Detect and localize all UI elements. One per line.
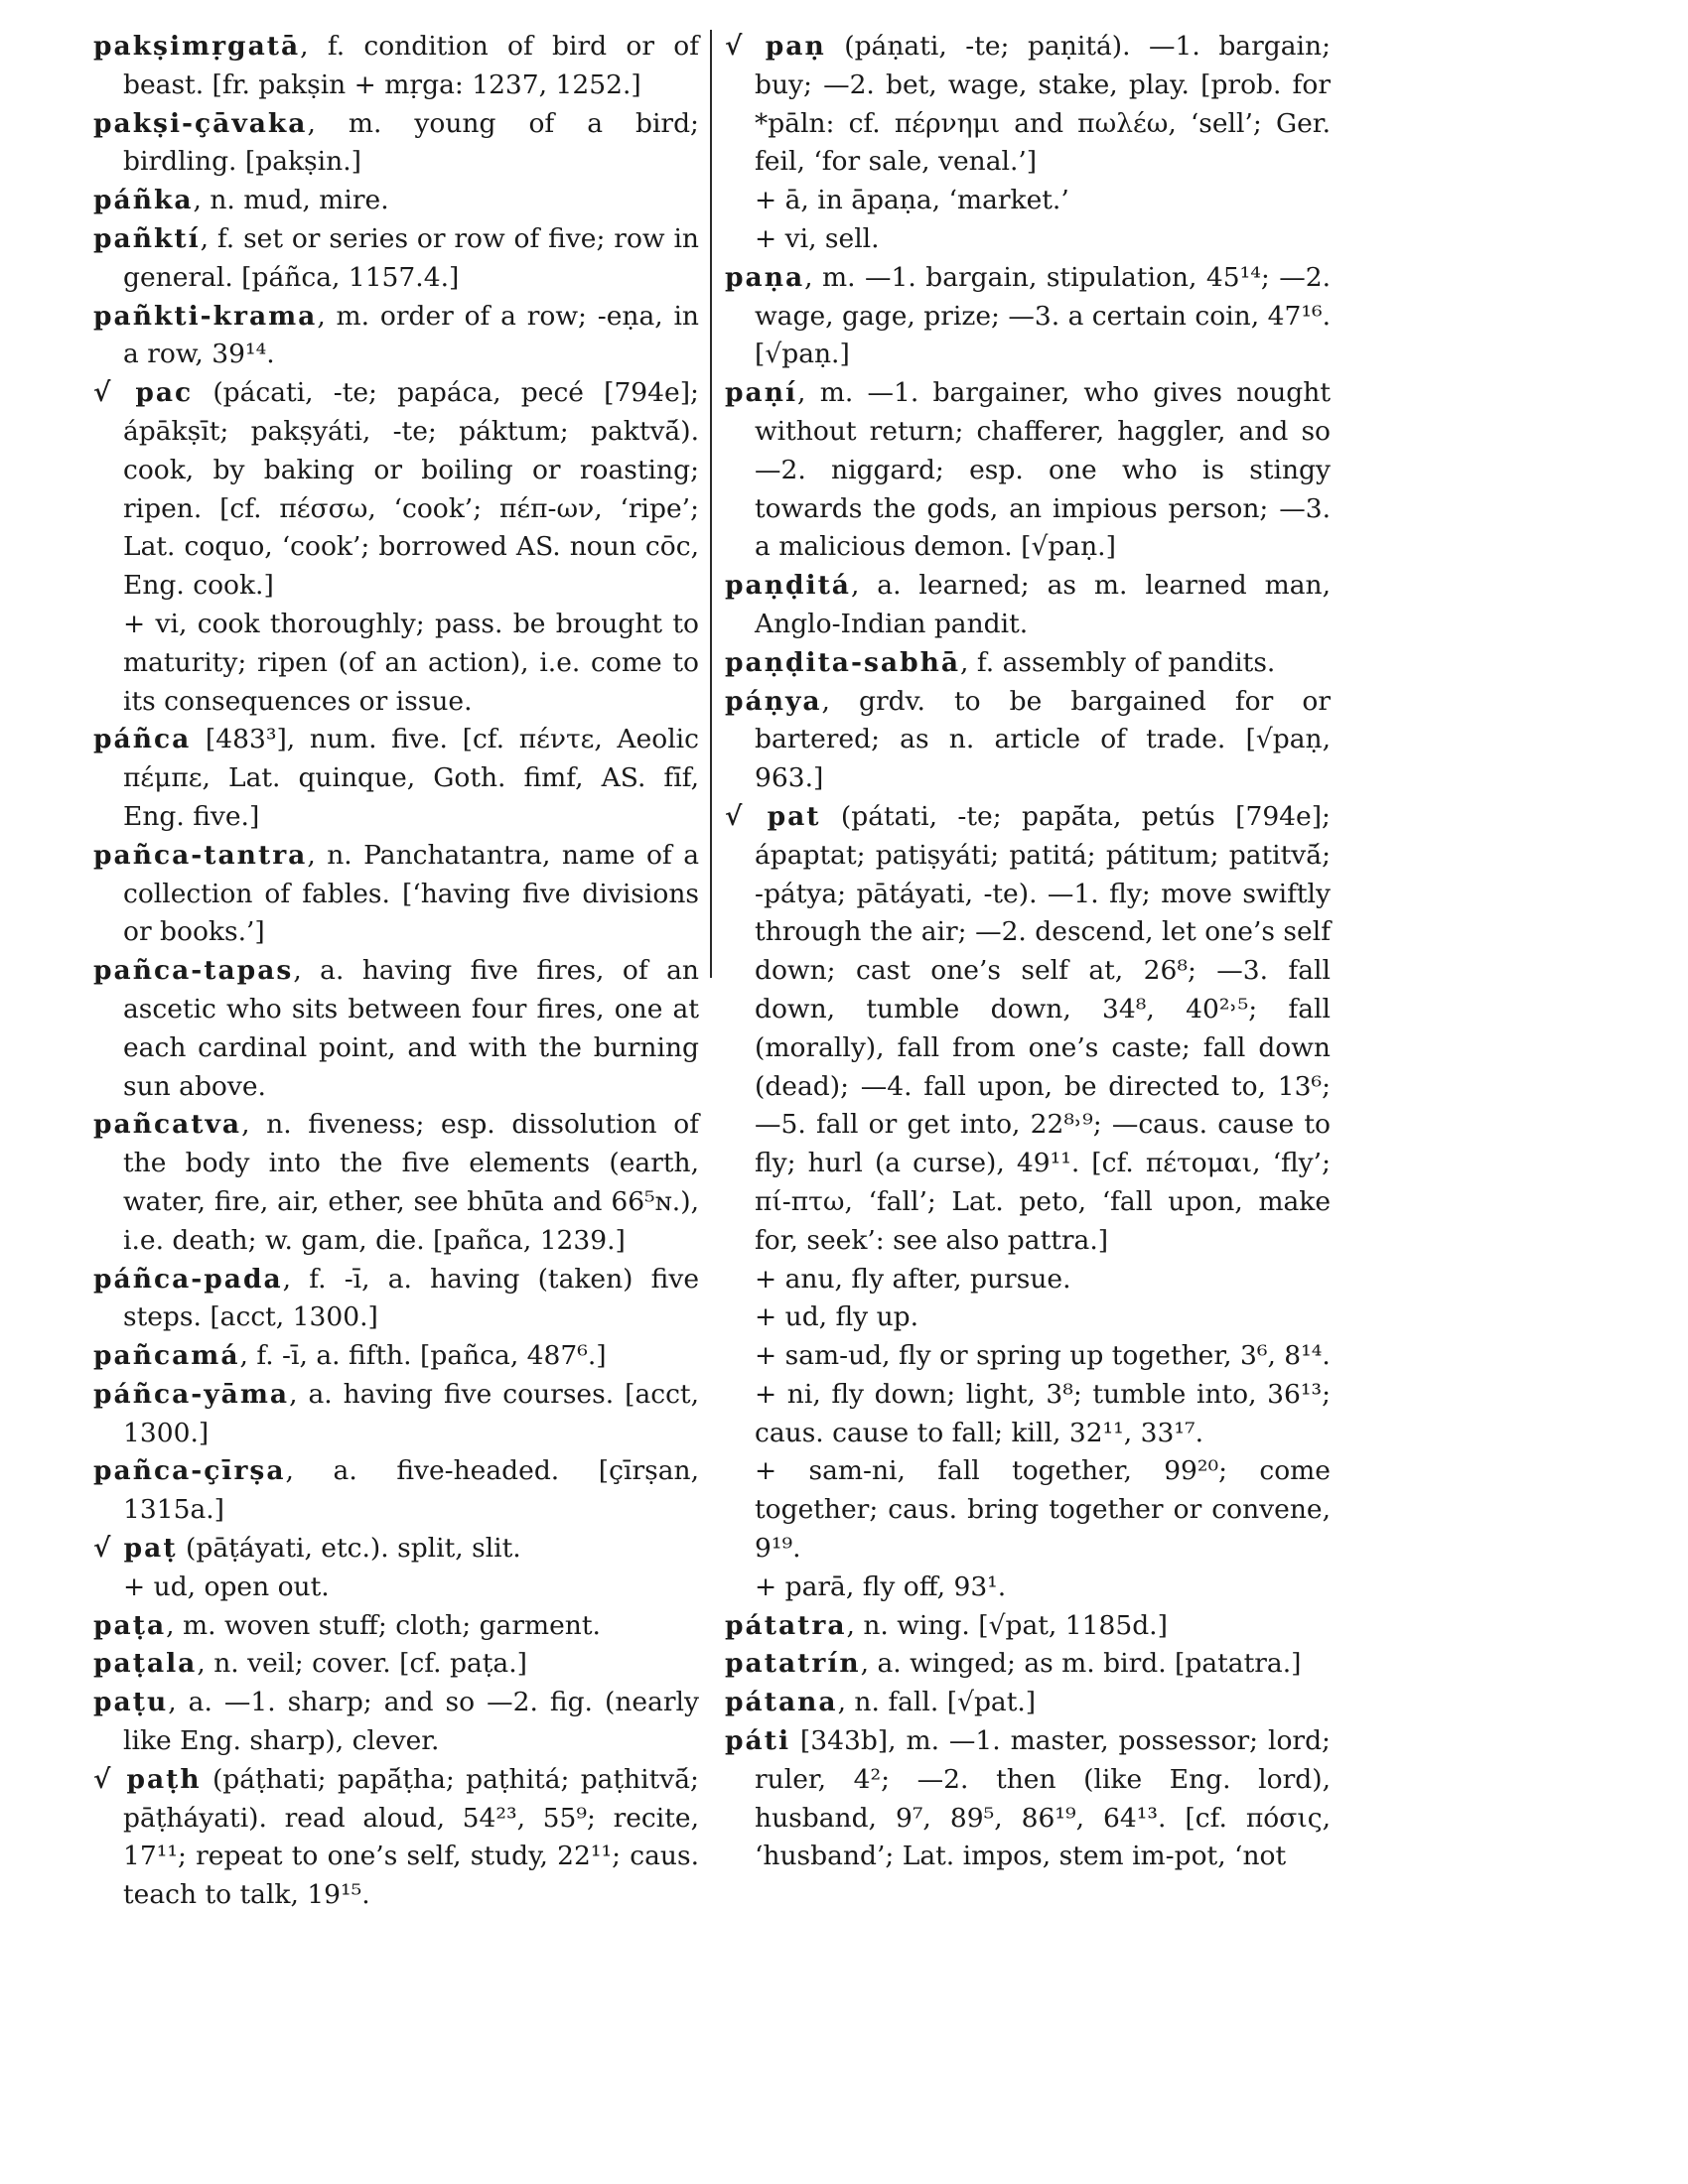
headword: paṇḍita-sabhā [725,646,961,678]
compound-subentry: + ni, fly down; light, 3⁸; tumble into, 36¹³; caus. cause to fall; kill, 32¹¹, 33¹⁷. [755,1378,1331,1448]
compound-subentry: + ud, fly up. [755,1301,919,1333]
definition-text: , m. order of a row; -eṇa, in a row, 39¹⁴. [123,300,699,370]
headword: pakṣi-çāvaka [93,107,308,139]
headword: patatrín [725,1648,861,1680]
dictionary-entry [725,1607,1331,1646]
left-column [93,28,699,1915]
headword: páñca-pada [93,1263,283,1295]
headword: √ paṇ [725,31,826,62]
right-column [725,28,1331,1876]
dictionary-entry [93,1761,699,1915]
dictionary-entry [93,28,699,105]
headword: pañcamá [93,1340,240,1372]
headword: paṭala [93,1648,198,1680]
definition-text: (páṇati, -te; paṇitá). —1. bargain; buy; —2. bet, wage, stake, play. [prob. for *pāln: cf. πέρνημι and πωλέω, ‘sell’; Ger. feil, ‘for sale, venal.’] [755,31,1332,178]
dictionary-entry [93,952,699,1106]
dictionary-entry [93,105,699,183]
headword: pañktí [93,222,201,254]
headword: pañkti-krama [93,300,318,332]
definition-text: , m. —1. bargain, stipulation, 45¹⁴; —2. wage, gage, prize; —3. a certain coin, 47¹⁶. [√paṇ.] [755,261,1331,370]
definition-text: , f. set or series or row of five; row in general. [páñca, 1157.4.] [123,222,699,293]
dictionary-entry [93,721,699,836]
compound-subentry: + sam-ud, fly or spring up together, 3⁶, 8¹⁴. [755,1340,1331,1372]
definition-text: [483³], num. five. [cf. πέντε, Aeolic πέμπε, Lat. quinque, Goth. fimf, AS. fīf, Eng. five.] [123,724,699,832]
headword: paṭu [93,1687,169,1718]
definition-text: , a. having five courses. [acct, 1300.] [123,1378,699,1448]
compound-subentry: + sam-ni, fall together, 99²⁰; come together; caus. bring together or convene, 9¹⁹. [755,1455,1331,1565]
definition-text: , a. —1. sharp; and so —2. fig. (nearly like Eng. sharp), clever. [123,1687,699,1757]
dictionary-entry [725,1722,1331,1876]
definition-text: , f. -ī, a. fifth. [pañca, 487⁶.] [239,1340,607,1372]
dictionary-entry [93,1337,699,1376]
definition-text: , f. assembly of pandits. [960,646,1276,678]
definition-text: , f. condition of bird or of beast. [fr. pakṣin + mṛga: 1237, 1252.] [123,31,699,100]
headword: pañca-tapas [93,955,294,987]
definition-text: , a. learned; as m. learned man, Anglo-Indian pandit. [755,570,1331,639]
definition-text: , n. fall. [√pat.] [837,1687,1037,1718]
compound-subentry: + ā, in āpaṇa, ‘market.’ [755,185,1069,216]
headword: pañca-tantra [93,839,308,871]
dictionary-entry [725,1645,1331,1684]
dictionary-entry [93,837,699,952]
dictionary-entry [725,374,1331,567]
headword: páṇya [725,685,822,717]
definition-text: (pāṭáyati, etc.). split, slit. [177,1533,521,1565]
definition-text: , m. woven stuff; cloth; garment. [166,1609,601,1641]
headword: paṇí [725,377,798,409]
dictionary-entry [93,182,699,220]
compound-subentry: + vi, sell. [755,222,880,254]
headword: pátana [725,1687,838,1718]
headword: √ paṭh [93,1763,202,1795]
dictionary-entry [93,220,699,298]
dictionary-entry [93,1645,699,1684]
headword: pañcatva [93,1109,242,1141]
headword: páñka [93,185,194,216]
compound-subentry: + vi, cook thoroughly; pass. be brought to maturity; ripen (of an action), i.e. come to its consequences or issue. [123,608,699,717]
headword: pátatra [725,1609,847,1641]
dictionary-entry [93,1530,699,1569]
dictionary-entry [725,683,1331,798]
dictionary-entry [725,1684,1331,1722]
column-divider [710,30,712,978]
definition-text: , n. Panchatantra, name of a collection of fables. [‘having five divisions or books.’] [123,839,699,948]
headword: √ pat [725,800,821,832]
definition-text: [343b], m. —1. master, possessor; lord; ruler, 4²; —2. then (like Eng. lord), husband, 9⁷, 89⁵, 86¹⁹, 64¹³. [cf. πόσις, ‘husband’; Lat. impos, stem im-pot, ‘not [755,1725,1331,1872]
definition-text: (pácati, -te; papáca, pecé [794e]; ápākṣīt; pakṣyáti, -te; páktum; paktvā́). cook, by baking or boiling or roasting; ripen. [cf. πέσσω, ‘cook’; πέπ-ων, ‘ripe’; Lat. coquo, ‘cook’; borrowed AS. noun cōc, Eng. cook.] [123,377,699,602]
headword: paṇa [725,261,805,293]
headword: √ pac [93,377,194,409]
dictionary-entry [93,298,699,375]
definition-text: , m. young of a bird; birdling. [pakṣin.] [123,107,699,178]
headword: paṭa [93,1609,167,1641]
headword: paṇḍitá [725,570,851,602]
definition-text: , n. fiveness; esp. dissolution of the body into the five elements (earth, water, fire, air, ether, see bhūta and 66⁵ɴ.), i.e. death; w. gam, die. [pañca, 1239.] [123,1109,699,1256]
headword: √ paṭ [93,1533,178,1565]
definition-text: , a. five-headed. [çīrṣan, 1315a.] [123,1455,699,1526]
headword: pañca-çīrṣa [93,1455,286,1487]
headword: pakṣimṛgatā [93,31,301,62]
definition-text: (páṭhati; papā́ṭha; paṭhitá; paṭhitvā́; pāṭháyati). read aloud, 54²³, 55⁹; recite, 17¹¹; repeat to one’s self, study, 22¹¹; caus. teach to talk, 19¹⁵. [123,1763,699,1911]
dictionary-entry [725,28,1331,182]
dictionary-entry [93,1684,699,1761]
dictionary-entry [93,1106,699,1260]
dictionary-entry [93,1261,699,1338]
dictionary-entry [725,798,1331,1261]
definition-text: , a. having five fires, of an ascetic who sits between four fires, one at each cardinal point, and with the burning sun above. [123,955,699,1102]
definition-text: , a. winged; as m. bird. [patatra.] [860,1648,1302,1680]
definition-text: , n. wing. [√pat, 1185d.] [846,1609,1168,1641]
headword: páñca-yāma [93,1378,290,1410]
dictionary-entry [93,1452,699,1530]
dictionary-entry [725,259,1331,374]
definition-text: (pátati, -te; papā́ta, petús [794e]; ápaptat; patiṣyáti; patitá; pátitum; patitvā́; -pátya; pātáyati, -te). —1. fly; move swiftly through the air; —2. descend, let one’s self down; cast one’s self at, 26⁸; —3. fall down, tumble down, 34⁸, 40²˒⁵; fall (morally), fall from one’s caste; fall down (dead); —4. fall upon, be directed to, 13⁶; —5. fall or get into, 22⁸˒⁹; —caus. cause to fly; hurl (a curse), 49¹¹. [cf. πέτομαι, ‘fly’; πί-πτω, ‘fall’; Lat. peto, ‘fall upon, make for, seek’: see also pattra.] [755,800,1331,1256]
dictionary-entry [725,644,1331,683]
dictionary-entry [93,374,699,606]
compound-subentry: + anu, fly after, pursue. [755,1263,1071,1295]
definition-text: , m. —1. bargainer, who gives nought without return; chafferer, haggler, and so —2. niggard; esp. one who is stingy towards the gods, an impious person; —3. a malicious demon. [√paṇ.] [755,377,1331,563]
compound-subentry: + parā, fly off, 93¹. [755,1570,1007,1602]
dictionary-entry [93,1607,699,1646]
headword: páñca [93,724,192,755]
definition-text: , grdv. to be bargained for or bartered; as n. article of trade. [√paṇ, 963.] [755,685,1331,794]
compound-subentry: + ud, open out. [123,1570,330,1602]
headword: páti [725,1725,791,1757]
definition-text: , f. -ī, a. having (taken) five steps. [acct, 1300.] [123,1263,699,1333]
dictionary-entry [93,1376,699,1453]
definition-text: , n. mud, mire. [193,185,389,216]
dictionary-entry [725,567,1331,644]
definition-text: , n. veil; cover. [cf. paṭa.] [197,1648,527,1680]
